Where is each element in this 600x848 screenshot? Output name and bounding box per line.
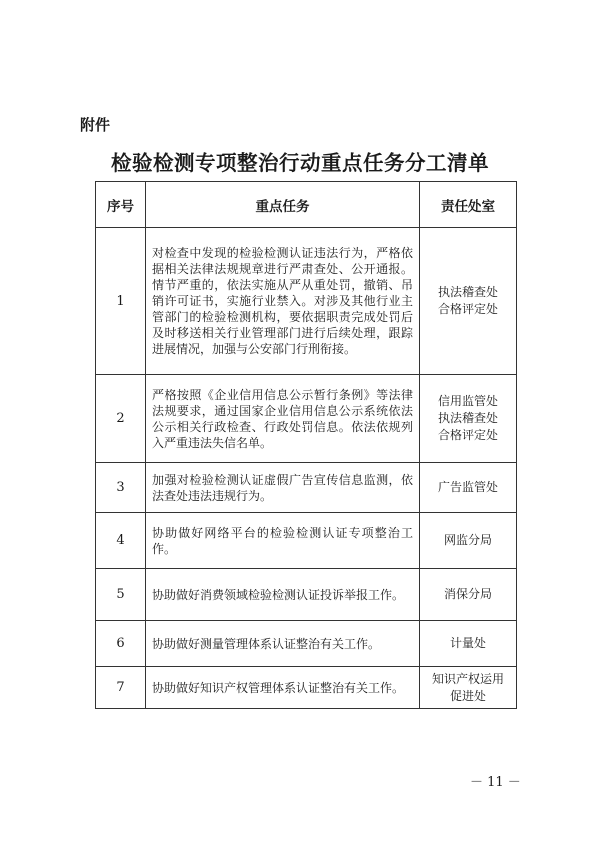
row-department: [420, 667, 517, 709]
row-department: [420, 569, 517, 621]
row-department: [420, 621, 517, 667]
table-row: [96, 569, 517, 621]
row-task: 加强对检验检测认证虚假广告宣传信息监测，依法查处违法违规行为。: [146, 463, 420, 513]
row-number: 3: [96, 463, 146, 513]
table-row: [96, 667, 517, 709]
department-line: 知识产权运用: [431, 671, 504, 686]
row-task: 对检查中发现的检验检测认证违法行为，严格依据相关法律法规规章进行严肃查处、公开通报。情节严重的，依法实施从严从重处罚，撤销、吊销许可证书，实施行业禁入。对涉及其他行业主管部门的检验检测机构，要依据职责完成处罚后及时移送相关行业管理部门进行后续处理，跟踪进展情况，加强与公安部门行刑衔接。: [146, 228, 420, 375]
department-line: 消保分局: [443, 587, 492, 601]
department-line: 促进处: [449, 688, 486, 703]
row-number: 6: [96, 621, 146, 667]
table-header-row: [96, 182, 517, 228]
department-line: 合格评定处: [437, 428, 498, 442]
document-title: 检验检测专项整治行动重点任务分工清单: [111, 151, 489, 175]
row-task: 严格按照《企业信用信息公示暂行条例》等法律法规要求，通过国家企业信用信息公示系统依法公示相关行政检查、行政处罚信息。依法依规列入严重违法失信名单。: [146, 375, 420, 463]
table-row: [96, 621, 517, 667]
row-department: [420, 228, 517, 375]
table-row: [96, 228, 517, 375]
department-line: 执法稽查处: [437, 285, 498, 299]
table-row: [96, 375, 517, 463]
row-task: 协助做好知识产权管理体系认证整治有关工作。: [146, 667, 420, 709]
row-task: 协助做好消费领域检验检测认证投诉举报工作。: [146, 569, 420, 621]
task-table: [95, 181, 517, 709]
header-number: 序号: [96, 182, 146, 228]
row-department: [420, 375, 517, 463]
page-number: － 11 －: [470, 775, 521, 790]
row-number: 1: [96, 228, 146, 375]
row-number: 2: [96, 375, 146, 463]
table-row: [96, 463, 517, 513]
header-department: 责任处室: [420, 182, 517, 228]
department-line: 网监分局: [443, 533, 492, 547]
table-row: [96, 513, 517, 569]
attachment-label: 附件: [80, 116, 111, 134]
row-task: 协助做好网络平台的检验检测认证专项整治工作。: [146, 513, 420, 569]
row-department: [420, 513, 517, 569]
row-task: 协助做好测量管理体系认证整治有关工作。: [146, 621, 420, 667]
department-line: 执法稽查处: [437, 411, 498, 425]
department-line: 合格评定处: [437, 302, 498, 316]
row-number: 7: [96, 667, 146, 709]
department-line: 信用监管处: [437, 394, 498, 408]
department-line: 计量处: [449, 636, 486, 650]
row-number: 4: [96, 513, 146, 569]
row-department: [420, 463, 517, 513]
department-line: 广告监管处: [437, 480, 498, 494]
row-number: 5: [96, 569, 146, 621]
header-task: 重点任务: [146, 182, 420, 228]
